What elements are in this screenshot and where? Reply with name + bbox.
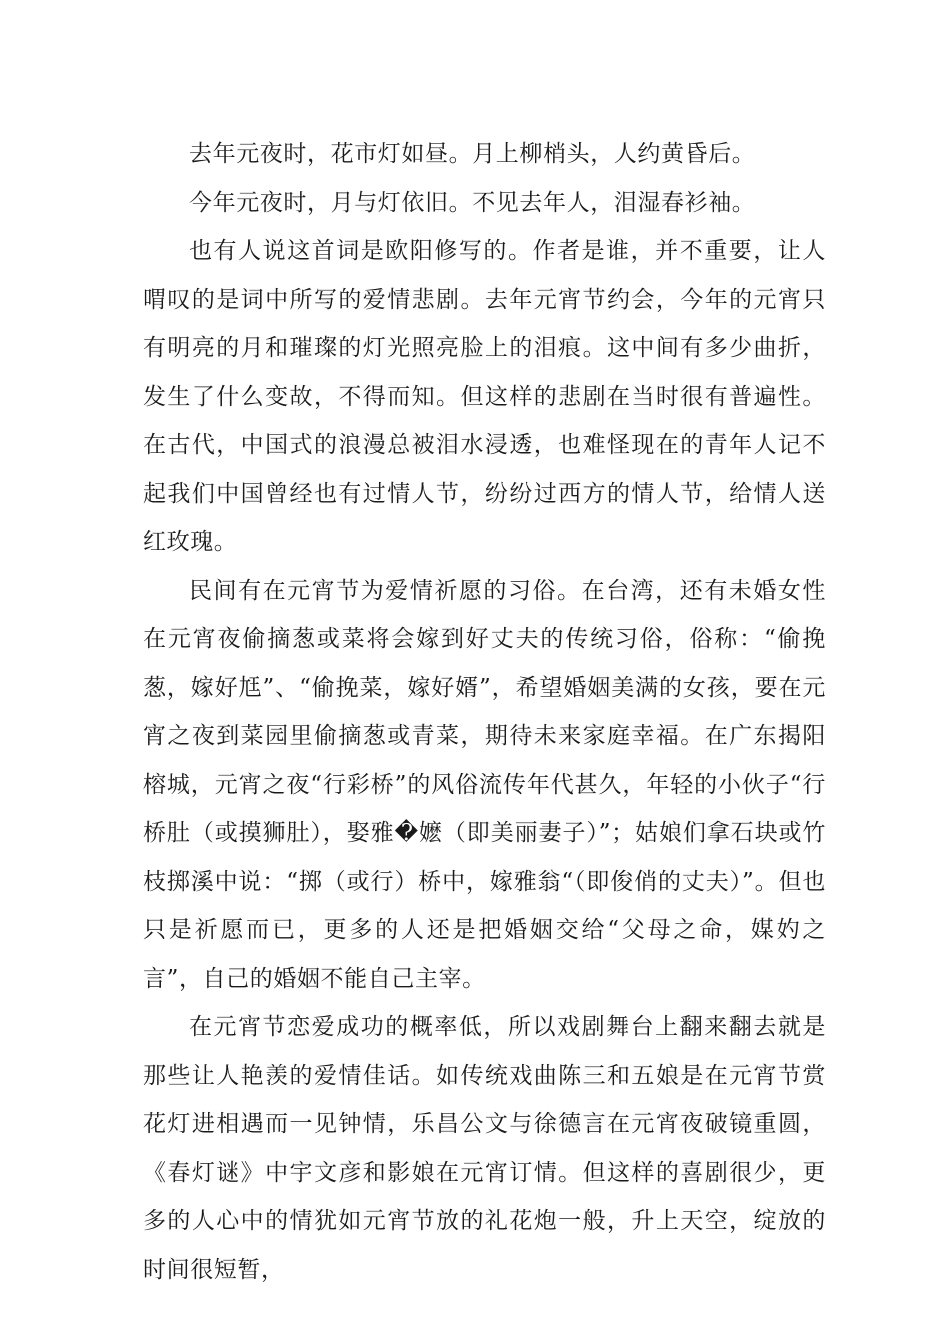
document-body bbox=[143, 130, 826, 1294]
paragraph-folk-customs: 民间有在元宵节为爱情祈愿的习俗。在台湾，还有未婚女性在元宵夜偷摘葱或菜将会嫁到好丈夫的传统习俗，俗称：“偷挽葱，嫁好尪”、“偷挽菜，嫁好婿”，希望婚姻美满的女孩，要在元宵之夜到菜园里偷摘葱或青菜，期待未来家庭幸福。在广东揭阳榕城，元宵之夜“行彩桥”的风俗流传年代甚久，年轻的小伙子“行桥肚（或摸狮肚），娶雅�嬷（即美丽妻子）”；姑娘们拿石块或竹枝掷溪中说：“掷（或行）桥中，嫁雅翁“（即俊俏的丈夫）”。但也只是祈愿而已，更多的人还是把婚姻交给“父母之命，媒妁之言”，自己的婚姻不能自己主宰。 bbox=[143, 577, 826, 992]
poem-line-2: 今年元夜时，月与灯依旧。不见去年人，泪湿春衫袖。 bbox=[189, 189, 756, 216]
paragraph-ouyang-xiu: 也有人说这首词是欧阳修写的。作者是谁，并不重要，让人喟叹的是词中所写的爱情悲剧。去年元宵节约会，今年的元宵只有明亮的月和璀璨的灯光照亮脸上的泪痕。这中间有多少曲折，发生了什么变故，不得而知。但这样的悲剧在当时很有普遍性。在古代，中国式的浪漫总被泪水浸透，也难怪现在的青年人记不起我们中国曾经也有过情人节，纷纷过西方的情人节，给情人送红玫瑰。 bbox=[143, 238, 826, 555]
poem-line-1: 去年元夜时，花市灯如昼。月上柳梢头，人约黄昏后。 bbox=[189, 141, 756, 167]
paragraph-drama-stories: 在元宵节恋爱成功的概率低，所以戏剧舞台上翻来翻去就是那些让人艳羡的爱情佳话。如传统戏曲陈三和五娘是在元宵节赏花灯进相遇而一见钟情，乐昌公文与徐德言在元宵夜破镜重圆，《春灯谜》中宇文彦和影娘在元宵订情。但这样的喜剧很少，更多的人心中的情犹如元宵节放的礼花炮一般，升上天空，绽放的时间很短暂， bbox=[143, 1014, 826, 1283]
